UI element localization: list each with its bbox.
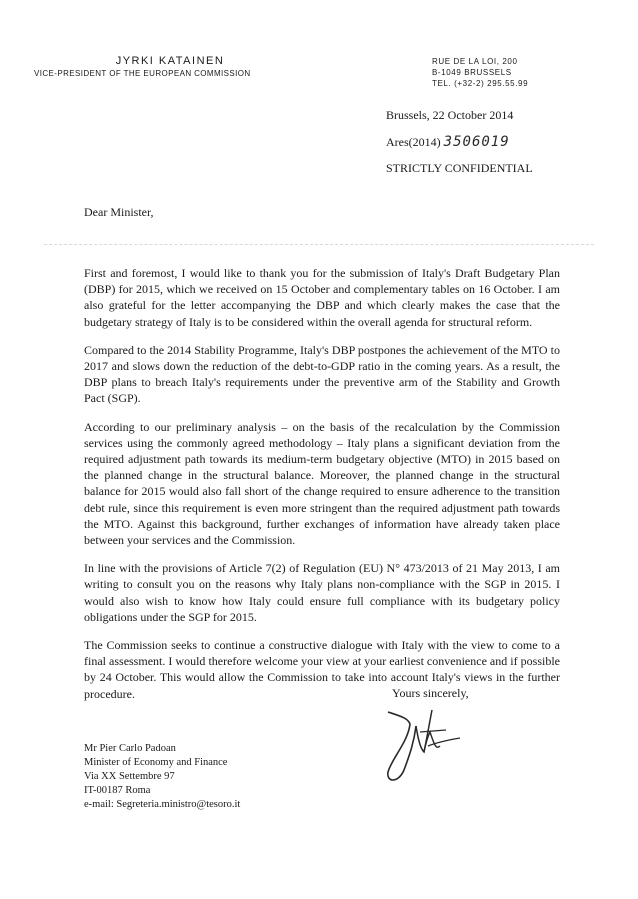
paragraph-dialogue: The Commission seeks to continue a constructive dialogue with Italy with the view to come to a final assessment. I would therefore welcome your view at your earliest convenience and if possible by 24 October. This would allow the Commission to take into account Italy's views in the further procedure. <box>84 638 560 701</box>
handwritten-signature <box>380 702 464 791</box>
ares-number: 3506019 <box>443 134 510 150</box>
paragraph-thanks: First and foremost, I would like to thank you for the submission of Italy's Draft Budgetary Plan (DBP) for 2015, which we received on 15 October and complementary tables on 16 October. I am also grateful for the letter accompanying the DBP and which clearly makes the case that the budgetary strategy of Italy is to be considered within the overall agenda for structural reform. <box>84 266 560 329</box>
paragraph-analysis: According to our preliminary analysis – on the basis of the recalculation by the Commission services using the commonly agreed methodology – Italy plans a significant deviation from the required adjustment path towards its medium-term budgetary objective (MTO) in 2015 based on the planned change in the structural balance. Moreover, the planned change in the structural balance for 2015 would also fall short of the change required to ensure adherence to the transition debt rule, since this requirement is even more stringent than the required adjustment path towards the MTO. Against this background, further exchanges of information have already taken place between your services and the Commission. <box>84 419 560 548</box>
recipient-name: Mr Pier Carlo Padoan <box>84 743 176 754</box>
closing: Yours sincerely, <box>392 686 469 700</box>
paragraph-regulation: In line with the provisions of Article 7(2) of Regulation (EU) N° 473/2013 of 21 May 2013, I am writing to consult you on the reasons why Italy plans non-compliance with the SGP in 2015. I would also wish to know how Italy could ensure full compliance with its budgetary policy obligations under the SGP for 2015. <box>84 561 560 624</box>
recipient-title: Minister of Economy and Finance <box>84 757 228 768</box>
sender-address-street: RUE DE LA LOI, 200 <box>432 57 518 66</box>
sender-address-city: B-1049 BRUSSELS <box>432 68 512 77</box>
ares-label: Ares(2014) <box>386 135 441 149</box>
sender-name: JYRKI KATAINEN <box>115 55 225 67</box>
confidentiality-notice: STRICTLY CONFIDENTIAL <box>386 161 533 175</box>
recipient-city: IT-00187 Roma <box>84 785 151 796</box>
recipient-email: e-mail: Segreteria.ministro@tesoro.it <box>84 799 241 810</box>
greeting: Dear Minister, <box>84 205 154 219</box>
place-date: Brussels, 22 October 2014 <box>386 108 514 122</box>
recipient-block <box>84 742 240 812</box>
ares-reference <box>386 134 510 150</box>
letter-body <box>84 265 560 714</box>
recipient-street: Via XX Settembre 97 <box>84 771 175 782</box>
paragraph-stability-programme: Compared to the 2014 Stability Programme, Italy's DBP postpones the achievement of the MTO to 2017 and slows down the reduction of the debt-to-GDP ratio in the coming years. As a result, the DBP plans to breach Italy's requirements under the preventive arm of the Stability and Growth Pact (SGP). <box>84 342 560 406</box>
sender-title: VICE-PRESIDENT OF THE EUROPEAN COMMISSION <box>34 69 251 78</box>
sender-address-phone: TEL. (+32-2) 295.55.99 <box>432 79 529 88</box>
scan-artifact-divider <box>44 244 594 245</box>
